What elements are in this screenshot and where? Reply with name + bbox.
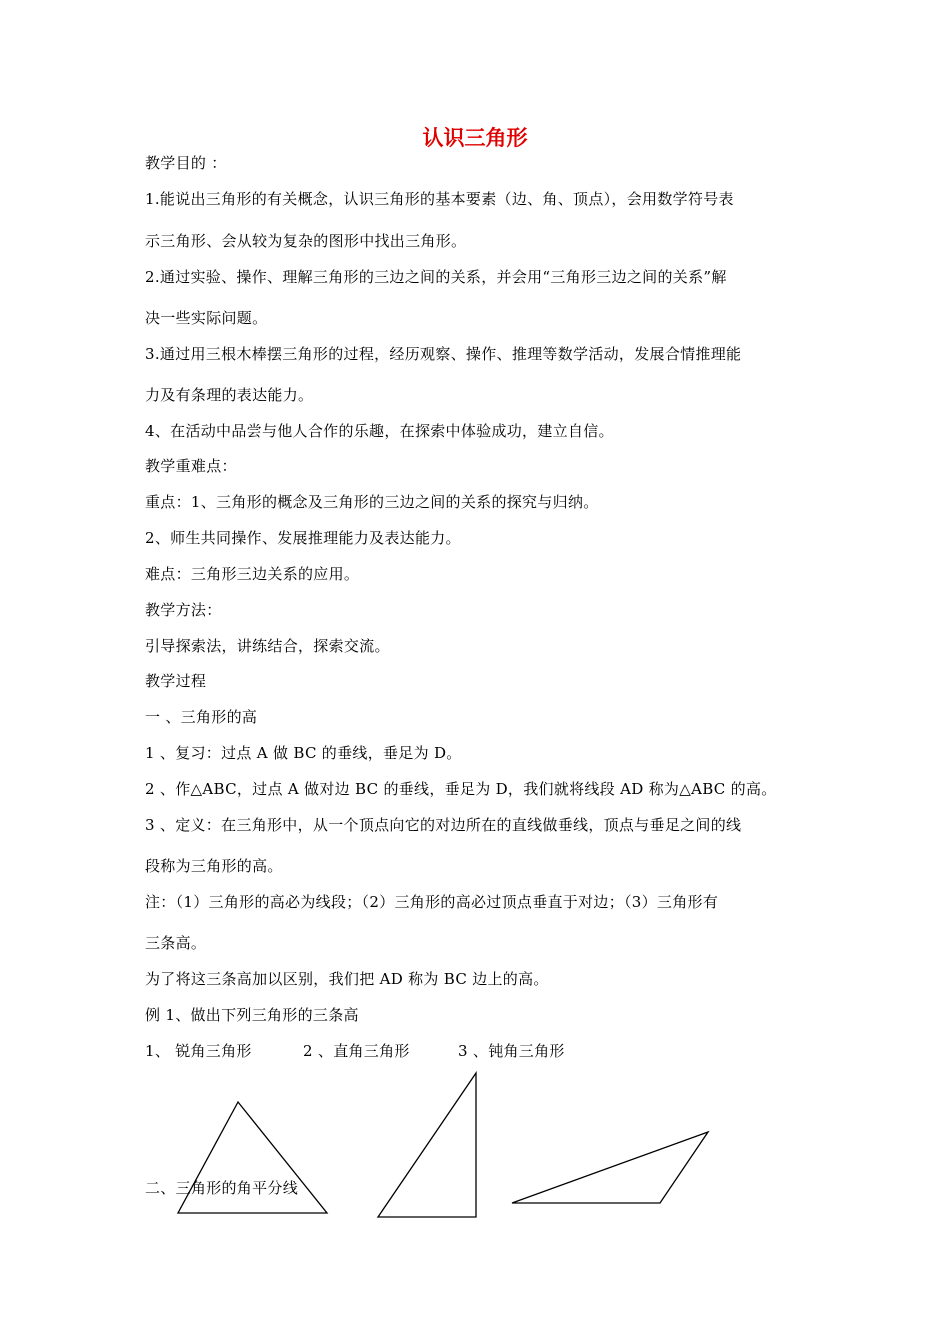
section-heading: 二、三角形的角平分线: [145, 1179, 299, 1197]
text-line: 3.通过用三根木棒摆三角形的过程，经历观察、操作、推理等数学活动，发展合情推理能: [145, 345, 742, 363]
text-line: 注：（1）三角形的高必为线段；（2）三角形的高必过顶点垂直于对边；（3）三角形有: [145, 893, 719, 911]
text-line: 2.通过实验、操作、理解三角形的三边之间的关系，并会用“三角形三边之间的关系”解: [145, 268, 727, 286]
text-line: 一 、三角形的高: [145, 708, 258, 726]
text-line: 难点：三角形三边关系的应用。: [145, 565, 360, 583]
text-line: 1.能说出三角形的有关概念，认识三角形的基本要素（边、角、顶点），会用数学符号表: [145, 190, 734, 208]
text-line: 三条高。: [145, 934, 207, 952]
text-line: 示三角形、会从较为复杂的图形中找出三角形。: [145, 232, 467, 250]
text-line: 教学过程: [145, 672, 207, 690]
text-line: 4、在活动中品尝与他人合作的乐趣，在探索中体验成功，建立自信。: [145, 422, 614, 440]
obtuse-triangle: [512, 1132, 708, 1203]
text-line: 段称为三角形的高。: [145, 857, 283, 875]
text-line: 2、师生共同操作、发展推理能力及表达能力。: [145, 529, 461, 547]
text-line: 教学目的 ：: [145, 154, 227, 172]
text-line: 3 、定义：在三角形中，从一个顶点向它的对边所在的直线做垂线，顶点与垂足之间的线: [145, 816, 742, 834]
text-line: 决一些实际问题。: [145, 309, 268, 327]
text-line: 力及有条理的表达能力。: [145, 386, 314, 404]
text-line: 为了将这三条高加以区别，我们把 AD 称为 BC 边上的高。: [145, 970, 549, 988]
text-line: 教学方法：: [145, 601, 222, 619]
text-line: 例 1、做出下列三角形的三条高: [145, 1006, 359, 1024]
text-line: 重点：1、三角形的概念及三角形的三边之间的关系的探究与归纳。: [145, 493, 599, 511]
example-label-acute: 1、 锐角三角形: [145, 1042, 252, 1060]
text-line: 1 、复习：过点 A 做 BC 的垂线，垂足为 D。: [145, 744, 462, 762]
text-line: 教学重难点：: [145, 457, 237, 475]
text-line: 引导探索法，讲练结合，探索交流。: [145, 637, 390, 655]
text-line: 2 、作△ABC，过点 A 做对边 BC 的垂线，垂足为 D，我们就将线段 AD 称为△ABC 的高。: [145, 780, 777, 798]
example-label-right: 2 、直角三角形: [303, 1042, 410, 1060]
example-label-obtuse: 3 、钝角三角形: [458, 1042, 565, 1060]
right-triangle: [378, 1073, 476, 1217]
document-title: 认识三角形: [422, 126, 528, 150]
